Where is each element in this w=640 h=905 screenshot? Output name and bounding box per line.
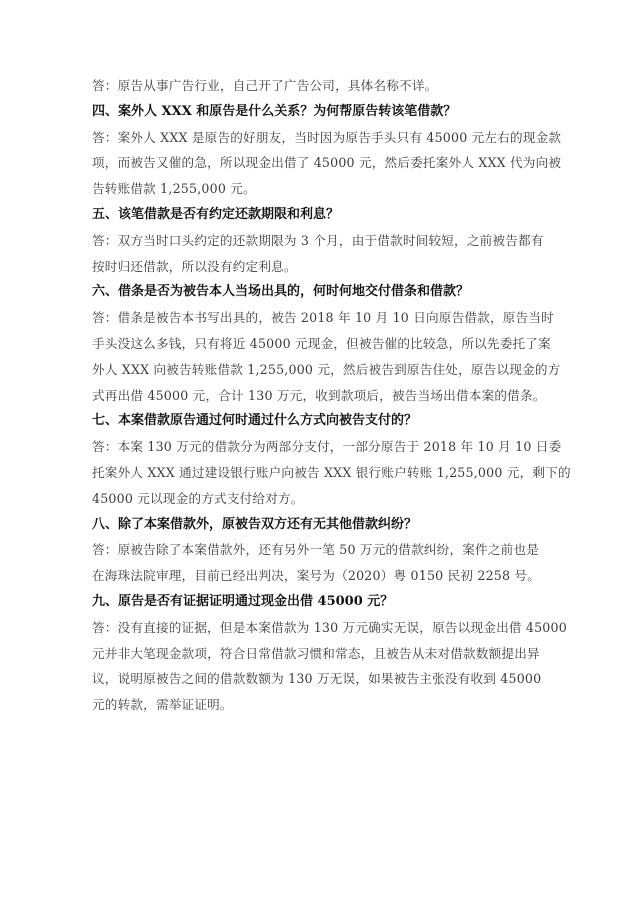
answer-line: 在海珠法院审理，目前已经出判决，案号为（2020）粤 0150 民初 2258 号。 xyxy=(92,568,541,584)
answer-line: 答：没有直接的证据，但是本案借款为 130 万元确实无误，原告以现金出借 45000 xyxy=(92,619,567,635)
answer-line: 45000 元以现金的方式支付给对方。 xyxy=(92,490,304,506)
answer-line: 答：原被告除了本案借款外，还有另外一笔 50 万元的借款纠纷，案件之前也是 xyxy=(92,542,540,558)
answer-line: 答：借条是被告本书写出具的，被告 2018 年 10 月 10 日向原告借款，原告当时 xyxy=(92,310,554,326)
question-heading: 八、除了本案借款外，原被告双方还有无其他借款纠纷？ xyxy=(92,516,418,532)
answer-line: 答：本案 130 万元的借款分为两部分支付，一部分原告于 2018 年 10 月 10 日委 xyxy=(92,439,562,455)
question-heading: 九、原告是否有证据证明通过现金出借 45000 元？ xyxy=(92,593,394,609)
answer-line: 议，说明原被告之间的借款数额为 130 万无误，如果被告主张没有收到 45000 xyxy=(92,671,542,687)
question-heading: 五、该笔借款是否有约定还款期限和利息？ xyxy=(92,206,340,222)
answer-line: 答：案外人 XXX 是原告的好朋友，当时因为原告手头只有 45000 元左右的现金款 xyxy=(92,129,562,145)
answer-line: 托案外人 XXX 通过建设银行账户向被告 XXX 银行账户转账 1,255,000 元，剩下的 xyxy=(92,464,571,480)
question-heading: 四、案外人 XXX 和原告是什么关系？为何帮原告转该笔借款？ xyxy=(92,103,457,119)
answer-line: 式再出借 45000 元，合计 130 万元，收到款项后，被告当场出借本案的借条。 xyxy=(92,387,546,403)
answer-line: 答：双方当时口头约定的还款期限为 3 个月，由于借款时间较短，之前被告都有 xyxy=(92,232,544,248)
question-heading: 六、借条是否为被告本人当场出具的，何时何地交付借条和借款？ xyxy=(92,284,470,300)
question-heading: 七、本案借款原告通过何时通过什么方式向被告支付的？ xyxy=(92,413,418,429)
answer-line: 元并非大笔现金款项，符合日常借款习惯和常态，且被告从未对借款数额提出异 xyxy=(92,645,540,661)
answer-line: 项，而被告又催的急，所以现金出借了 45000 元，然后委托案外人 XXX 代为向被 xyxy=(92,155,562,171)
answer-line: 答：原告从事广告行业，自己开了广告公司，具体名称不详。 xyxy=(92,78,438,93)
answer-line: 元的转款，需举证证明。 xyxy=(92,697,233,713)
answer-line: 外人 XXX 向被告转账借款 1,255,000 元，然后被告到原告住处，原告以现金的方 xyxy=(92,361,561,377)
answer-line: 手头没这么多钱，只有将近 45000 元现金，但被告催的比较急，所以先委托了案 xyxy=(92,335,551,351)
answer-line: 按时归还借款，所以没有约定利息。 xyxy=(92,258,297,274)
document-body xyxy=(92,73,571,718)
answer-line: 告转账借款 1,255,000 元。 xyxy=(92,181,256,197)
